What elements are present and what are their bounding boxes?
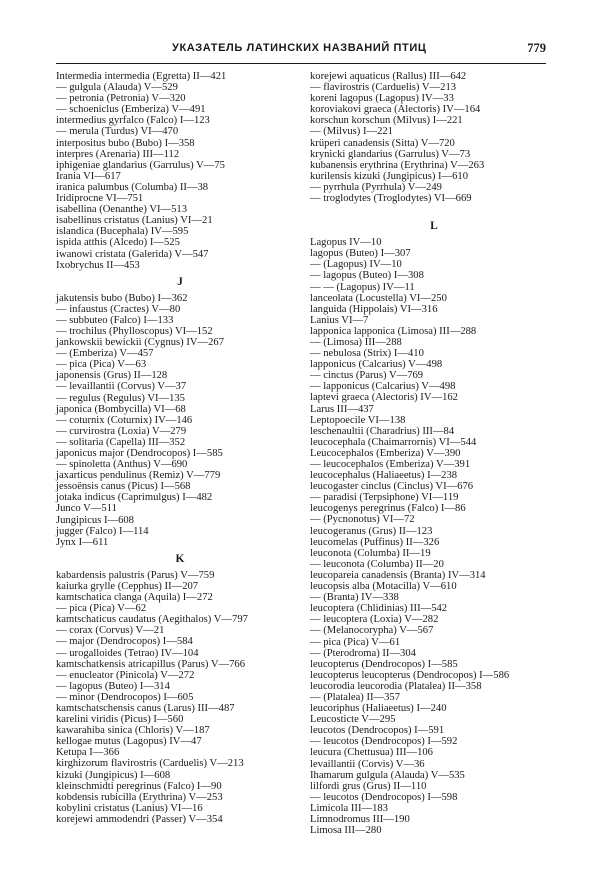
index-entry: leucoptera (Chlidinias) III—542: [310, 603, 448, 615]
index-entry: leucorodia leucorodia (Platalea) II—358: [310, 680, 482, 692]
index-entry: — cinctus (Parus) V—769: [310, 370, 424, 382]
index-entry: interpositus bubo (Bubo) I—358: [56, 137, 195, 149]
index-entry: Lanius VI—7: [310, 314, 369, 326]
index-entry: — leucotos (Dendrocopos) I—598: [310, 791, 458, 803]
index-entry: — trochilus (Phylloscopus) VI—152: [56, 325, 213, 337]
index-entry: — merula (Turdus) VI—470: [56, 126, 179, 138]
index-entry: islandica (Bucephala) IV—595: [56, 226, 189, 238]
spacer: [310, 204, 558, 215]
index-entry: japonicus major (Dendrocopos) I—585: [56, 448, 223, 459]
index-entry: — troglodytes (Troglodytes) VI—669: [310, 193, 472, 205]
index-entry: karelini viridis (Picus) I—560: [56, 714, 184, 726]
index-entry: — spinoletta (Anthus) V—690: [56, 459, 188, 471]
index-entry: leucogenys peregrinus (Falco) I—86: [310, 503, 466, 515]
index-entry: — (Lagopus) IV—10: [310, 259, 402, 271]
index-entry: iphigeniae glandarius (Garrulus) V—75: [56, 159, 225, 171]
index-entry: — pica (Pica) V—62: [56, 603, 147, 615]
index-entry: iranica palumbus (Columba) II—38: [56, 181, 209, 193]
index-entry: lapponicus (Calcarius) V—498: [310, 359, 443, 371]
index-entry: — coturnix (Coturnix) IV—146: [56, 414, 193, 426]
index-entry: iwanowi cristata (Galerida) V—547: [56, 248, 209, 260]
index-entry: — leucotos (Dendrocopos) I—592: [310, 736, 458, 748]
index-entry: isabellina (Oenanthe) VI—513: [56, 204, 188, 216]
index-entry: Limosa III—280: [310, 825, 382, 837]
index-entry: Limnodromus III—190: [310, 814, 410, 825]
index-entry: Iridiprocne VI—751: [56, 193, 144, 205]
index-entry: krynicki glandarius (Garrulus) V—73: [310, 148, 471, 160]
index-entry: — solitaria (Capella) III—352: [56, 436, 186, 448]
left-column: [56, 71, 304, 825]
index-entry: kleinschmidti peregrinus (Falco) I—90: [56, 780, 222, 792]
index-entry: — petronia (Petronia) V—320: [56, 93, 186, 105]
index-entry: Limicola III—183: [310, 802, 388, 814]
index-entry: — major (Dendrocopos) I—584: [56, 636, 193, 648]
index-entry: kizuki (Jungipicus) I—608: [56, 769, 171, 781]
section-letter: L: [430, 220, 438, 233]
index-entry: lilfordi grus (Grus) II—110: [310, 780, 427, 792]
index-entry: — flavirostris (Carduelis) V—213: [310, 82, 457, 94]
index-entry: — enucleator (Pinicola) V—272: [56, 669, 195, 681]
index-entry: lagopus (Buteo) I—307: [310, 248, 411, 260]
index-entry: Intermedia intermedia (Egretta) II—421: [56, 71, 227, 82]
index-entry: — regulus (Regulus) VI—135: [56, 392, 185, 404]
index-entry: jessoënsis canus (Picus) I—568: [56, 481, 191, 493]
index-entry: Ketupa I—366: [56, 747, 120, 759]
index-entry: ispida atthis (Alcedo) I—525: [56, 237, 180, 249]
page-number: 779: [527, 41, 546, 55]
index-entry: — minor (Dendrocopos) I—605: [56, 691, 194, 703]
index-entry: Jynx I—611: [56, 536, 109, 548]
index-entry: — lapponicus (Calcarius) V—498: [310, 381, 456, 393]
index-entry: kabardensis palustris (Parus) V—759: [56, 569, 215, 581]
index-entry: — pyrrhula (Pyrrhula) V—249: [310, 181, 442, 193]
index-entry: laptevi graeca (Alectoris) IV—162: [310, 392, 458, 404]
running-header: [56, 40, 546, 60]
index-entry: Lagopus IV—10: [310, 237, 382, 249]
index-entry: koroviakovi graeca (Alectoris) IV—164: [310, 104, 481, 116]
index-entry: jotaka indicus (Caprimulgus) I—482: [56, 492, 213, 504]
index-entry: leucomelas (Puffinus) II—326: [310, 536, 440, 548]
index-entry: koreni lagopus (Lagopus) IV—33: [310, 93, 454, 105]
index-entry: isabellinus cristatus (Lanius) VI—21: [56, 215, 213, 227]
index-entry: Ihamarum gulgula (Alauda) V—535: [310, 769, 465, 781]
index-entry: lapponica lapponica (Limosa) III—288: [310, 325, 477, 337]
index-entry: intermedius gyrfalco (Falco) I—123: [56, 115, 210, 127]
index-entry: — (Milvus) I—221: [310, 126, 393, 138]
index-entry: — pica (Pica) V—61: [310, 636, 401, 648]
index-entry: kurilensis kizuki (Jungipicus) I—610: [310, 170, 469, 182]
index-entry: jakutensis bubo (Bubo) I—362: [56, 292, 188, 304]
index-entry: leucotos (Dendrocopos) I—591: [310, 725, 445, 737]
index-entry: kamtschaticus caudatus (Aegithalos) V—797: [56, 614, 248, 626]
index-entry: leucopterus (Dendrocopos) I—585: [310, 658, 458, 670]
index-entry: jugger (Falco) I—114: [56, 525, 149, 537]
index-entry: kamtschatschensis canus (Larus) III—487: [56, 702, 235, 714]
index-entry: Larus III—437: [310, 403, 374, 415]
index-entry: — — (Lagopus) IV—11: [310, 281, 415, 293]
index-entry: — curvirostra (Loxia) V—279: [56, 425, 187, 437]
index-entry: interpres (Arenaria) III—112: [56, 148, 180, 160]
index-entry: korejewi aquaticus (Rallus) III—642: [310, 71, 467, 82]
index-entry: Junco V—511: [56, 503, 117, 515]
index-entry: kubanensis erythrina (Erythrina) V—263: [310, 159, 485, 171]
index-entry: Leucosticte V—295: [310, 714, 396, 726]
index-entry: languida (Hippolais) VI—316: [310, 303, 438, 315]
index-entry: leucopterus leucopterus (Dendrocopos) I—586: [310, 669, 510, 681]
index-entry: Jungipicus I—608: [56, 514, 134, 526]
index-entry: leucopsis alba (Motacilla) V—610: [310, 581, 457, 593]
index-entry: — (Branta) IV—338: [310, 592, 399, 604]
index-entry: — paradisi (Terpsiphone) VI—119: [310, 492, 459, 504]
index-entry: japonica (Bombycilla) VI—68: [56, 403, 186, 415]
index-entry: — gulgula (Alauda) V—529: [56, 82, 178, 94]
index-entry: — lagopus (Buteo) I—314: [56, 680, 170, 692]
index-entry: leucogeranus (Grus) II—123: [310, 525, 433, 537]
index-entry: leucocephalus (Haliaeetus) I—238: [310, 470, 458, 482]
right-column: [310, 71, 558, 836]
index-entry: kamtschatkensis atricapillus (Parus) V—766: [56, 658, 245, 670]
index-entry: krüperi canadensis (Sitta) V—720: [310, 137, 455, 149]
index-entry: — leucocephalos (Emberiza) V—391: [310, 459, 471, 470]
index-entry: jaxarticus pendulinus (Remiz) V—779: [56, 470, 221, 482]
index-entry: korschun korschun (Milvus) I—221: [310, 115, 463, 127]
index-entry: — (Melanocorypha) V—567: [310, 625, 434, 637]
index-entry: kaiurka grylle (Cepphus) II—207: [56, 580, 199, 592]
index-entry: — (Platalea) II—357: [310, 691, 401, 703]
index-entry: — subbuteo (Falco) I—133: [56, 314, 174, 326]
index-entry: — corax (Corvus) V—21: [56, 625, 165, 637]
index-entry: — nebulosa (Strix) I—410: [310, 348, 424, 360]
index-entry: — (Pycnonotus) VI—72: [310, 514, 415, 526]
index-entry: leucura (Chettusua) III—106: [310, 747, 433, 759]
index-entry: kawarahiba sinica (Chloris) V—187: [56, 725, 210, 737]
section-letter: J: [177, 275, 183, 288]
header-rule: [56, 63, 546, 64]
index-entry: kobdensis rubicilla (Erythrina) V—253: [56, 791, 223, 803]
index-entry: — leuconota (Columba) II—20: [310, 558, 444, 570]
index-entry: — leucoptera (Loxia) V—282: [310, 614, 439, 626]
index-entry: kobylini cristatus (Lanius) VI—16: [56, 802, 203, 814]
index-entry: lanceolata (Locustella) VI—250: [310, 292, 447, 304]
index-entry: — levaillantii (Corvus) V—37: [56, 381, 187, 393]
index-entry: leucopareia canadensis (Branta) IV—314: [310, 569, 486, 581]
index-entry: leucogaster cinclus (Cinclus) VI—676: [310, 481, 474, 493]
index-entry: leschenaultii (Charadrius) III—84: [310, 425, 455, 437]
index-entry: korejewi ammodendri (Passer) V—354: [56, 813, 223, 825]
index-entry: Irania VI—617: [56, 170, 121, 182]
index-entry: — urogalloides (Tetrao) IV—104: [56, 647, 199, 659]
index-entry: Leptopoecile VI—138: [310, 414, 406, 426]
index-entry: — schoeniclus (Emberiza) V—491: [56, 104, 206, 116]
index-entry: kirghizorum flavirostris (Carduelis) V—213: [56, 758, 244, 770]
index-entry: — infaustus (Cractes) V—80: [56, 303, 181, 315]
index-entry: japonensis (Grus) II—128: [56, 370, 168, 382]
index-entry: — (Pterodroma) II—304: [310, 647, 416, 659]
header-title: УКАЗАТЕЛЬ ЛАТИНСКИХ НАЗВАНИЙ ПТИЦ: [172, 42, 427, 54]
index-entry: — (Emberiza) V—457: [56, 348, 154, 360]
index-entry: leucocephala (Chaimarrornis) VI—544: [310, 436, 477, 448]
index-entry: — pica (Pica) V—63: [56, 359, 147, 371]
index-entry: — lagopus (Buteo) I—308: [310, 270, 424, 282]
index-entry: jankowskii bewickii (Cygnus) IV—267: [56, 337, 225, 349]
index-entry: kellogae mutus (Lagopus) IV—47: [56, 736, 202, 748]
index-entry: Ixobrychus II—453: [56, 259, 140, 271]
index-entry: Leucocephalos (Emberiza) V—390: [310, 447, 461, 459]
index-entry: kamtschatica clanga (Aquila) I—272: [56, 592, 213, 604]
index-entry: leuconota (Columba) II—19: [310, 547, 431, 559]
index-entry: leucoriphus (Haliaeetus) I—240: [310, 703, 447, 715]
index-entry: levaillantii (Corvis) V—36: [310, 758, 425, 770]
index-entry: — (Limosa) III—288: [310, 336, 402, 348]
section-letter: K: [175, 552, 185, 565]
